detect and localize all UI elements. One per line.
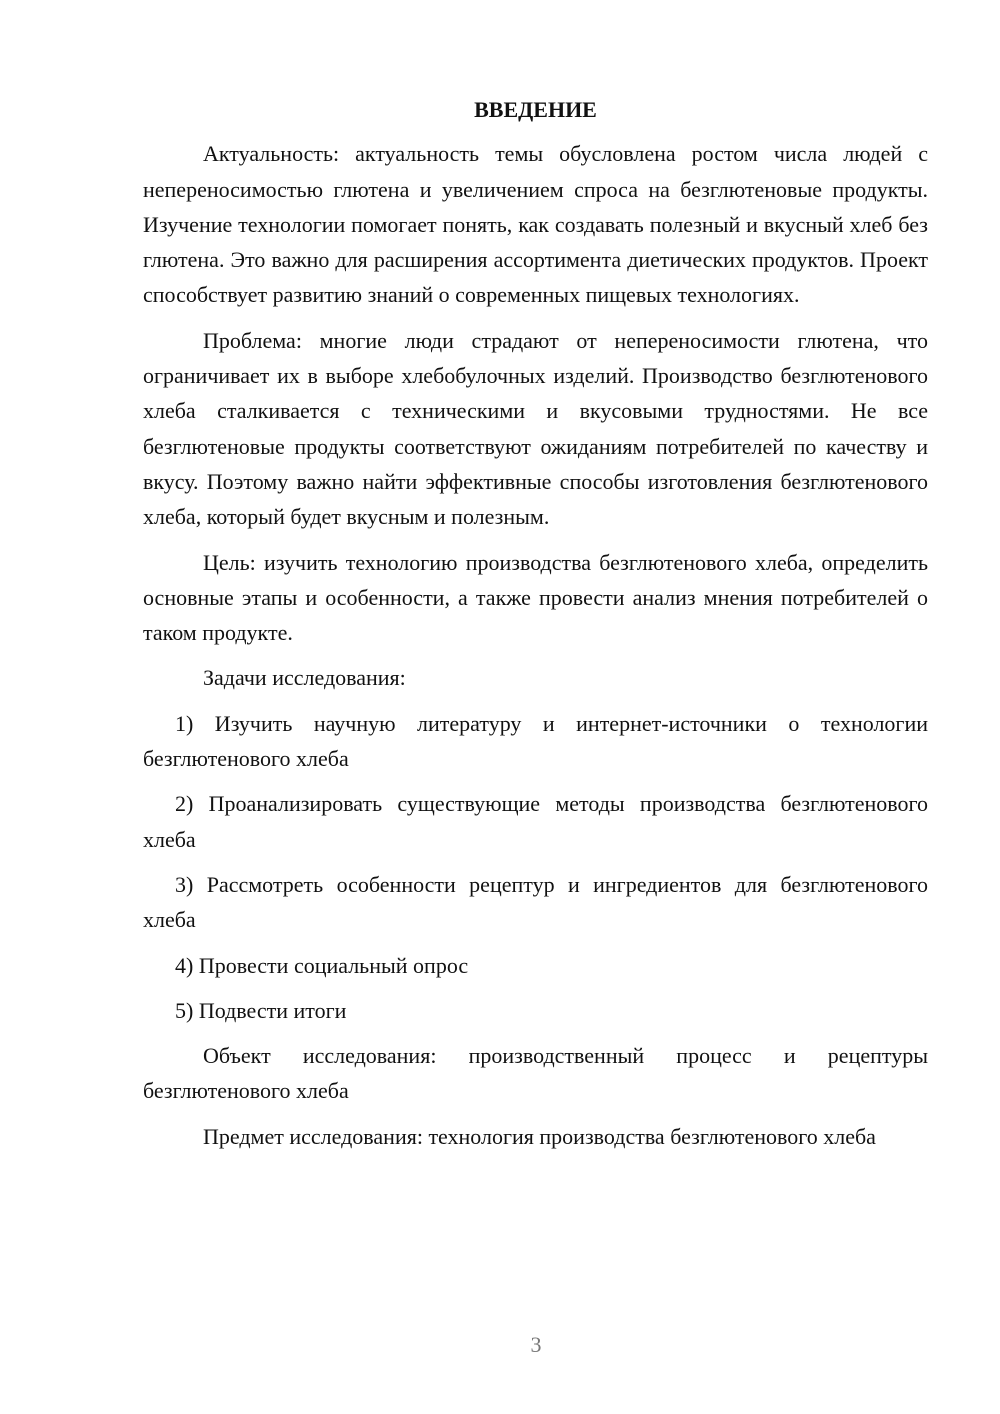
page-number: 3	[530, 1332, 542, 1357]
task-item-3: 3) Рассмотреть особенности рецептур и ингредиентов для безглютенового хлеба	[143, 871, 928, 933]
tasks-label: Задачи исследования:	[203, 665, 406, 691]
object-paragraph: Объект исследования: производственный процесс и рецептуры безглютенового хлеба	[143, 1043, 928, 1104]
goal-paragraph: Цель: изучить технологию производства безглютенового хлеба, определить основные этапы и особенности, а также провести анализ мнения потребителей о таком продукте.	[143, 549, 928, 646]
task-item-2: 2) Проанализировать существующие методы производства безглютенового хлеба	[143, 791, 928, 852]
relevance-paragraph: Актуальность: актуальность темы обусловлена ростом числа людей с непереносимостью глютена и увеличением спроса на безглютеновые продукты. Изучение технологии помогает понять, как создавать полезный и вкусный хлеб без глютена. Это важно для расширения ассортимента диетических продуктов. Проект способствует развитию знаний о современных пищевых технологиях.	[143, 141, 928, 308]
section-heading: ВВЕДЕНИЕ	[474, 97, 597, 122]
task-item-4: 4) Провести социальный опрос	[175, 952, 469, 978]
task-item-5: 5) Подвести итоги	[175, 997, 347, 1023]
problem-paragraph: Проблема: многие люди страдают от непереносимости глютена, что ограничивает их в выборе хлебобулочных изделий. Производство безглютенового хлеба сталкивается с техническими и вкусовыми трудностями. Не все безглютеновые продукты соответствуют ожиданиям потребителей по качеству и вкусу. Поэтому важно найти эффективные способы изготовления безглютенового хлеба, который будет вкусным и полезным.	[143, 327, 928, 530]
page-content	[143, 92, 928, 1164]
subject-paragraph: Предмет исследования: технология производства безглютенового хлеба	[203, 1123, 876, 1149]
task-item-1: 1) Изучить научную литературу и интернет-источники о технологии безглютенового хлеба	[143, 710, 928, 772]
